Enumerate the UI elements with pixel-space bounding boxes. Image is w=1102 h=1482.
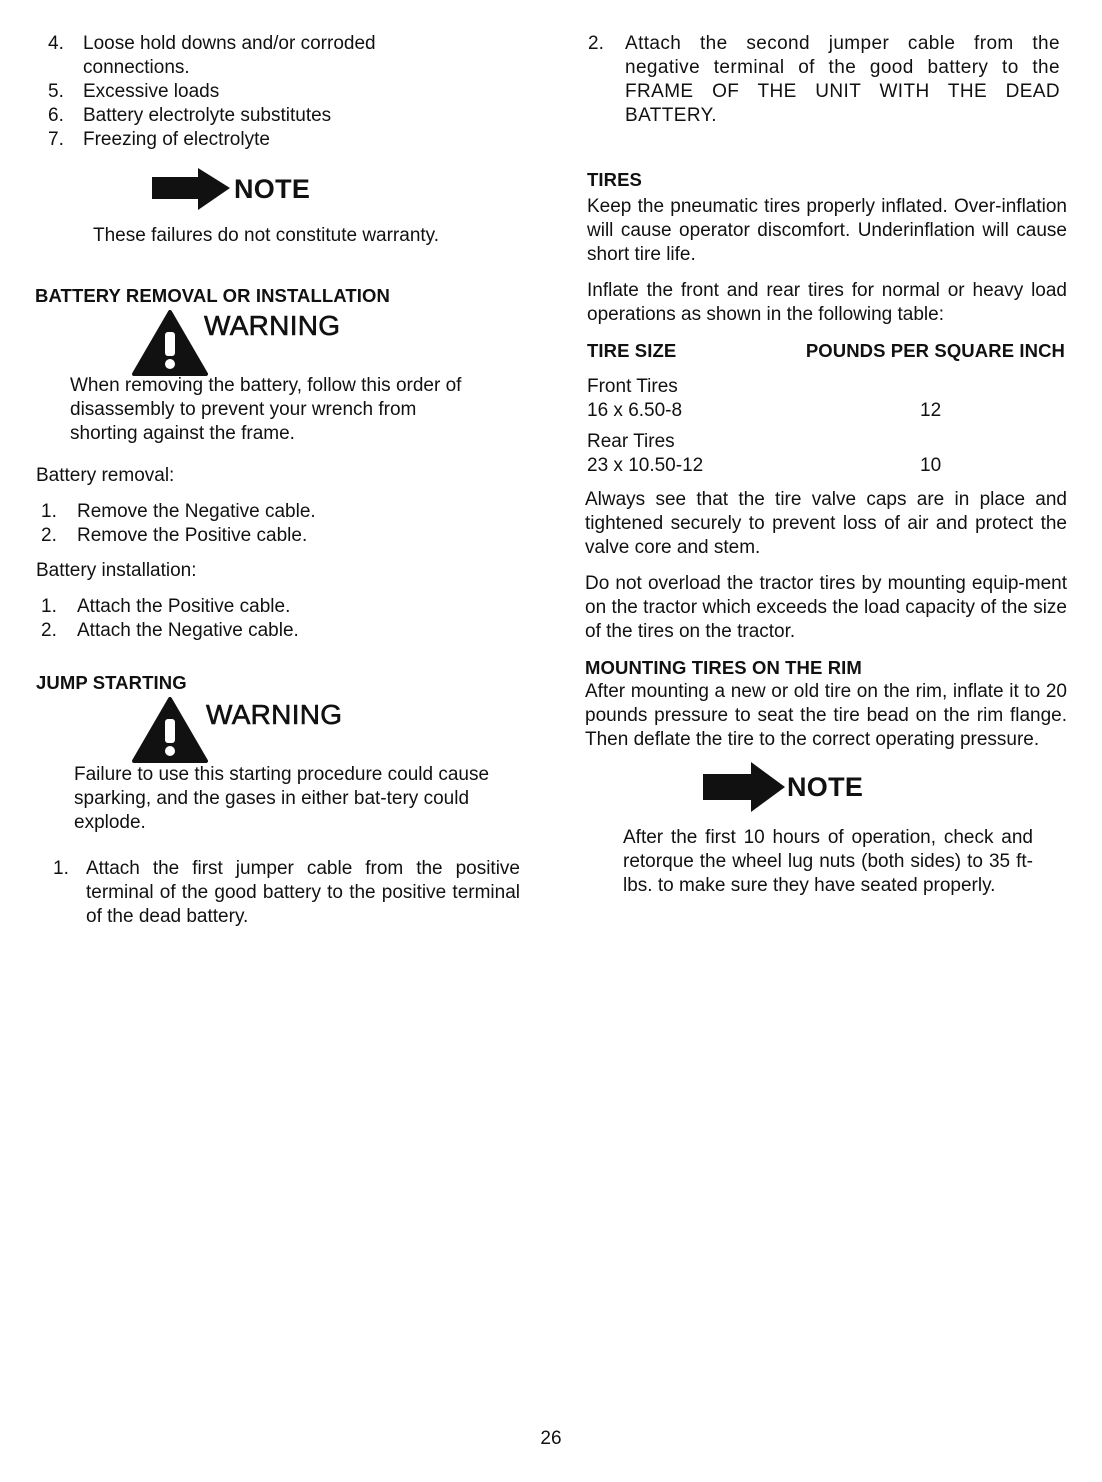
tire-size: 16 x 6.50-8 [587,400,683,421]
tires-paragraph: Keep the pneumatic tires properly inflated. Over-inflation will cause operator discomfort. Underinflation will cause short tire life. [587,196,1067,265]
removal-label: Battery removal: [36,465,175,486]
list-item: 7. Freezing of electrolyte [48,129,270,150]
list-item: 6. Battery electrolyte substitutes [48,105,332,126]
list-item: 2. Attach the Negative cable. [41,620,299,641]
list-item: 1. Remove the Negative cable. [41,501,316,522]
warning-title: WARNING [204,310,341,341]
warning-callout [132,310,526,376]
list-item: 5. Excessive loads [48,81,220,102]
install-steps [41,595,526,643]
list-item: 1. Attach the first jumper cable from the positive terminal of the good battery to the positive terminal of the dead battery. [53,858,520,927]
table-header-psi: POUNDS PER SQUARE INCH [805,340,1065,361]
list-item: 4. Loose hold downs and/or corroded connections. [48,33,376,78]
note-callout [152,166,526,212]
table-header [587,339,1065,363]
tire-size: 23 x 10.50-12 [587,455,704,476]
section-heading-battery: BATTERY REMOVAL OR INSTALLATION [35,285,390,306]
tire-table [587,339,1065,478]
tires-paragraph: Do not overload the tractor tires by mounting equip-ment on the tractor which exceeds the load capacity of the size of the tires on the tractor. [585,573,1067,642]
arrow-right-icon [152,166,232,212]
note-title: NOTE [787,772,864,802]
list-item: 2. Attach the second jumper cable from the negative terminal of the good battery to the FRAME OF THE UNIT WITH THE DEAD BATTERY. [588,33,1060,126]
failure-list [48,32,526,152]
section-heading-jump: JUMP STARTING [36,672,187,693]
note-callout [703,760,1070,814]
tire-psi: 10 [920,455,942,476]
list-item: 1. Attach the Positive cable. [41,596,291,617]
note-text: These failures do not constitute warranty. [93,225,440,246]
tires-paragraph: Inflate the front and rear tires for normal or heavy load operations as shown in the following table: [587,280,1067,325]
warning-title: WARNING [206,699,343,730]
tire-psi: 12 [920,400,942,421]
arrow-right-icon [703,760,787,814]
mounting-paragraph: After mounting a new or old tire on the rim, inflate it to 20 pounds pressure to seat the tire bead on the rim flange. Then deflate the tire to the correct operating pressure. [585,681,1067,750]
list-item: 2. Remove the Positive cable. [41,525,308,546]
jump-steps [53,857,520,929]
warning-triangle-icon [132,310,208,376]
section-heading-mounting: MOUNTING TIRES ON THE RIM [585,657,862,678]
table-row [587,375,1065,423]
page-number: 26 [540,1428,562,1449]
note-title: NOTE [234,174,311,204]
section-heading-tires: TIRES [587,169,642,190]
install-label: Battery installation: [36,560,197,581]
tire-row-values [587,399,1065,423]
table-row [587,430,1065,478]
tires-paragraph: Always see that the tire valve caps are in place and tightened securely to prevent loss of air and protect the valve core and stem. [585,489,1067,558]
warning-callout [132,697,526,763]
tire-row-label: Rear Tires [587,431,675,452]
left-column [36,32,526,929]
warning-text: When removing the battery, follow this order of disassembly to prevent your wrench from shorting against the frame. [70,375,462,444]
table-header-size: TIRE SIZE [587,340,677,361]
right-column [585,32,1070,898]
warning-triangle-icon [132,697,208,763]
note-text: After the first 10 hours of operation, check and retorque the wheel lug nuts (both sides) to 35 ft-lbs. to make sure they have seated properly. [623,827,1033,896]
warning-text: Failure to use this starting procedure could cause sparking, and the gases in either bat-tery could explode. [74,764,490,833]
tire-row-label: Front Tires [587,376,678,397]
tire-row-values [587,454,1065,478]
removal-steps [41,500,526,548]
